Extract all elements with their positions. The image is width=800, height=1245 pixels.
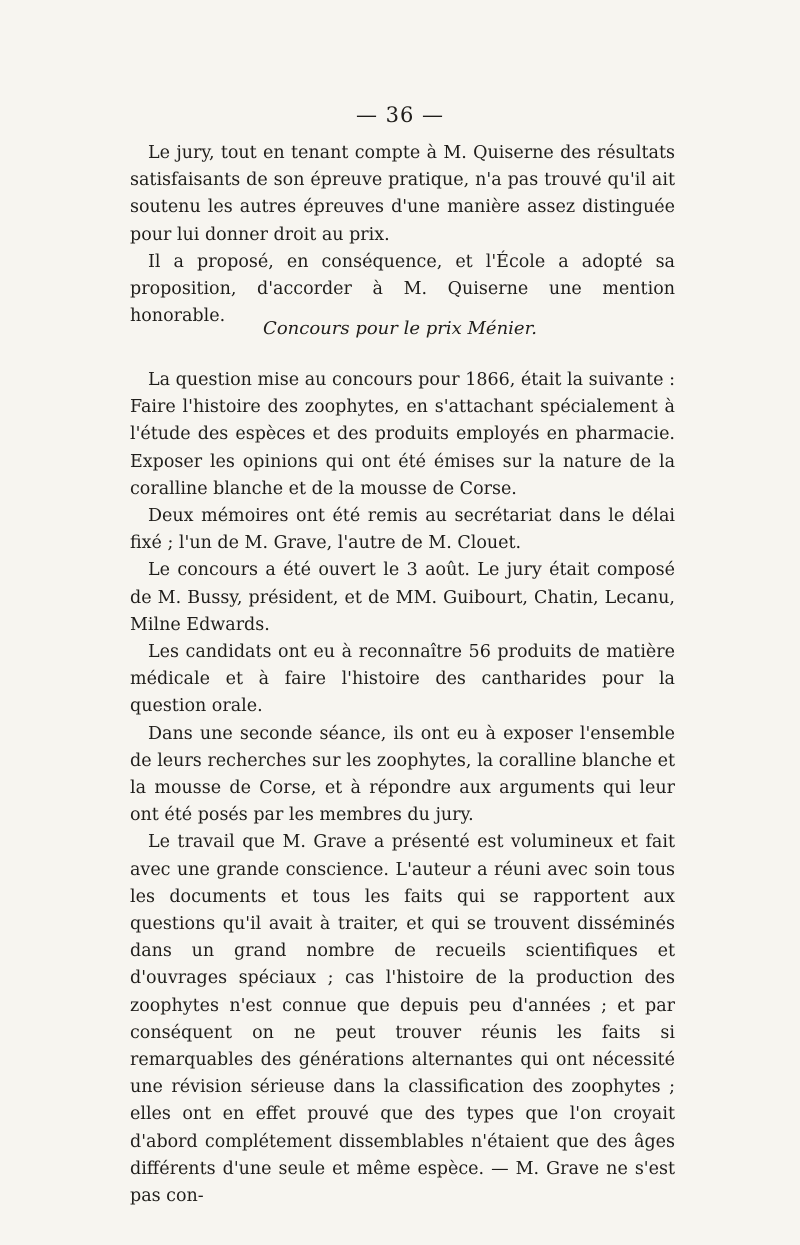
paragraph: Deux mémoires ont été remis au secrétariat dans le délai fixé ; l'un de M. Grave, l'autre de M. Clouet. [130, 506, 675, 554]
paragraph: Dans une seconde séance, ils ont eu à exposer l'ensemble de leurs recherches sur les zoophytes, la coralline blanche et la mousse de Corse, et à répondre aux arguments qui leur ont été posés par les membres du jury. [130, 723, 675, 826]
paragraph: La question mise au concours pour 1866, était la suivante : Faire l'histoire des zoophytes, en s'attachant spécialement à l'étude des espèces et des produits employés en pharmacie. Exposer les opinions qui ont été émises sur la nature de la coralline blanche et de la mousse de Corse. [130, 370, 675, 499]
paragraph: Le concours a été ouvert le 3 août. Le jury était composé de M. Bussy, président, et de MM. Guibourt, Chatin, Lecanu, Milne Edwards. [130, 560, 675, 635]
paragraph: Il a proposé, en conséquence, et l'École a adopté sa proposition, d'accorder à M. Quiserne une mention honorable. [130, 251, 675, 327]
page-number: — 36 — [355, 103, 445, 127]
body-text-block [130, 367, 675, 1210]
paragraph: Les candidats ont eu à reconnaître 56 produits de matière médicale et à faire l'histoire des cantharides pour la question orale. [130, 642, 675, 717]
paragraph: Le travail que M. Grave a présenté est volumineux et fait avec une grande conscience. L'auteur a réuni avec soin tous les documents et tous les faits qui se rapportent aux questions qu'il avait à traiter, et qui se trouvent disséminés dans un grand nombre de recueils scientifiques et d'ouvrages spéciaux ; cas l'histoire de la production des zoophytes n'est connue que depuis peu d'années ; et par conséquent on ne peut trouver réunis les faits si remarquables des générations alternantes qui ont nécessité une révision sérieuse dans la classification des zoophytes ; elles ont en effet prouvé que des types que l'on croyait d'abord complétement dissemblables n'étaient que des âges différents d'une seule et même espèce. — M. Grave ne s'est pas con- [130, 832, 675, 1207]
section-title: Concours pour le prix Ménier. [263, 318, 537, 339]
intro-text-block [130, 140, 675, 330]
paragraph: Le jury, tout en tenant compte à M. Quiserne des résultats satisfaisants de son épreuve pratique, n'a pas trouvé qu'il ait soutenu les autres épreuves d'une manière assez distinguée pour lui donner droit au prix. [130, 143, 675, 245]
